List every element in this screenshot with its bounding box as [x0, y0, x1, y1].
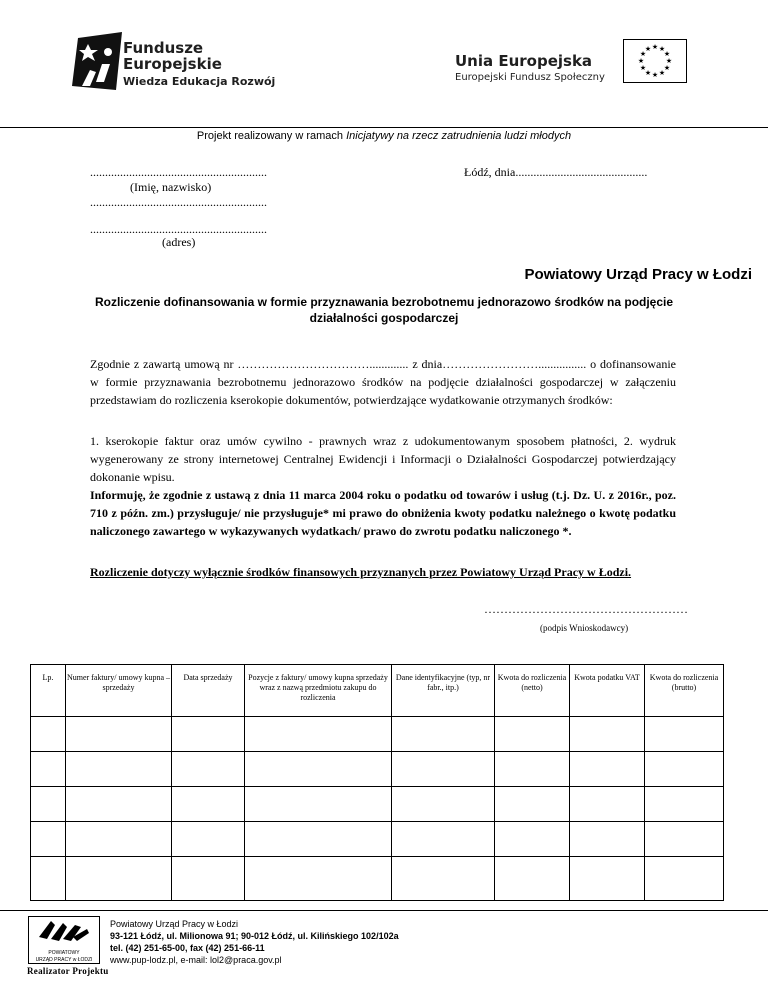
cell[interactable] — [645, 822, 724, 857]
paragraph-vat: Informuję, że zgodnie z ustawą z dnia 11 marca 2004 roku o podatku od towarów i usług (t.j. Dz. U. z 2016r., poz. 710 z późn. zm.) przysługuje/ nie przysługuje* mi prawo do obniżenia kwoty podatku należnego o kwotę podatku naliczonego zawartego w wykazywanych wydatkach/ prawo do zwrotu podatku naliczonego *. — [90, 488, 676, 538]
paragraph-attachments: 1. kserokopie faktur oraz umów cywilno - prawnych wraz z udokumentowanym sposobem płatności, 2. wydruk wygenerowany ze strony internetowej Centralnej Ewidencji i Informacji o Działalności Gospodarczej potwierdzający dokonanie wpisu. — [90, 434, 676, 484]
cell[interactable] — [495, 787, 570, 822]
footer-divider — [0, 910, 768, 911]
svg-text:★: ★ — [665, 57, 673, 65]
name-label: (Imię, nazwisko) — [130, 180, 212, 194]
cell[interactable] — [570, 822, 645, 857]
cell[interactable] — [66, 857, 172, 901]
cell[interactable] — [245, 787, 392, 822]
fe-line3: Wiedza Edukacja Rozwój — [123, 75, 276, 88]
cell[interactable] — [245, 822, 392, 857]
footer-contact — [110, 918, 399, 966]
cell[interactable] — [645, 787, 724, 822]
cell[interactable] — [172, 787, 245, 822]
cell[interactable] — [66, 752, 172, 787]
fe-line1: Fundusze — [123, 39, 204, 57]
cell[interactable] — [392, 717, 495, 752]
footer-office-name: Powiatowy Urząd Pracy w Łodzi — [110, 919, 239, 929]
cell[interactable] — [31, 822, 66, 857]
col-invoice-items: Pozycje z faktury/ umowy kupna sprzedaży wraz z nazwą przedmiotu zakupu do rozliczenia — [245, 665, 392, 717]
place-date: Łódź, dnia............................................ — [464, 165, 648, 179]
col-vat-amount: Kwota podatku VAT — [570, 665, 645, 717]
cell[interactable] — [31, 717, 66, 752]
svg-text:★: ★ — [663, 50, 671, 58]
svg-text:★: ★ — [658, 69, 666, 77]
cell[interactable] — [245, 857, 392, 901]
eu-title: Unia Europejska — [455, 52, 593, 70]
name-dots: ........................................................... — [90, 165, 267, 179]
address-label: (adres) — [162, 235, 196, 249]
table-row — [31, 857, 724, 901]
col-identification: Dane identyfikacyjne (typ, nr fabr., itp.) — [392, 665, 495, 717]
cell[interactable] — [245, 717, 392, 752]
paragraph-scope: Rozliczenie dotyczy wyłącznie środków finansowych przyznanych przez Powiatowy Urząd Pracy w Łodzi. — [90, 565, 632, 579]
col-lp: Lp. — [31, 665, 66, 717]
project-initiative: Inicjatywy na rzecz zatrudnienia ludzi młodych — [346, 130, 572, 142]
svg-text:★: ★ — [639, 64, 647, 72]
cell[interactable] — [495, 717, 570, 752]
cell[interactable] — [392, 857, 495, 901]
expenses-table — [30, 664, 724, 901]
col-invoice-number: Numer faktury/ umowy kupna – sprzedaży — [66, 665, 172, 717]
cell[interactable] — [172, 717, 245, 752]
col-sale-date: Data sprzedaży — [172, 665, 245, 717]
table-header-row — [31, 665, 724, 717]
signature-dots: …………………………………………… — [484, 602, 688, 616]
pup-logo-mark-icon — [29, 917, 99, 945]
pup-lodz-logo — [28, 916, 100, 964]
paragraph-agreement: Zgodnie z zawartą umową nr ……………………………............. z dnia……………………................ o dofinansowanie w formie przyznawania bezrobotnemu jednorazowo środków na podjęcie działalności gospodarczej w załączeniu przedstawiam do rozliczenia kserokopie dokumentów, potwierdzające wydatkowanie otrzymanych środków: — [90, 357, 676, 407]
col-gross-amount: Kwota do rozliczenia (brutto) — [645, 665, 724, 717]
cell[interactable] — [172, 822, 245, 857]
cell[interactable] — [495, 752, 570, 787]
cell[interactable] — [495, 857, 570, 901]
cell[interactable] — [245, 752, 392, 787]
extra-dots: ........................................................... — [90, 195, 267, 209]
office-title: Powiatowy Urząd Pracy w Łodzi — [524, 266, 752, 283]
cell[interactable] — [645, 752, 724, 787]
table-row — [31, 717, 724, 752]
col-net-amount: Kwota do rozliczenia (netto) — [495, 665, 570, 717]
cell[interactable] — [31, 857, 66, 901]
cell[interactable] — [66, 717, 172, 752]
cell[interactable] — [570, 787, 645, 822]
table-row — [31, 752, 724, 787]
footer-address: 93-121 Łódź, ul. Milionowa 91; 90-012 Łódź, ul. Kilińskiego 102/102a — [110, 931, 399, 941]
svg-text:★: ★ — [663, 64, 671, 72]
realizator-label: Realizator Projektu — [27, 966, 109, 976]
cell[interactable] — [172, 857, 245, 901]
cell[interactable] — [392, 822, 495, 857]
cell[interactable] — [31, 752, 66, 787]
cell[interactable] — [645, 717, 724, 752]
project-line — [0, 130, 768, 142]
svg-text:★: ★ — [637, 57, 645, 65]
fundusze-europejskie-text — [123, 40, 275, 90]
cell[interactable] — [392, 787, 495, 822]
header-divider — [0, 127, 768, 128]
cell[interactable] — [495, 822, 570, 857]
subject-title: Rozliczenie dofinansowania w formie przyznawania bezrobotnemu jednorazowo środków na podjęcie działalności gospodarczej — [94, 295, 674, 325]
cell[interactable] — [66, 822, 172, 857]
address-dots: ........................................................... — [90, 222, 267, 236]
cell[interactable] — [570, 857, 645, 901]
signature-label: (podpis Wnioskodawcy) — [540, 623, 629, 633]
table-row — [31, 787, 724, 822]
eu-logo-text — [455, 52, 605, 83]
footer-phone: tel. (42) 251-65-00, fax (42) 251-66-11 — [110, 943, 265, 953]
svg-text:★: ★ — [658, 45, 666, 53]
fe-line2: Europejskie — [123, 55, 222, 73]
fundusze-europejskie-logo — [70, 30, 130, 92]
cell[interactable] — [570, 752, 645, 787]
cell[interactable] — [172, 752, 245, 787]
cell[interactable] — [31, 787, 66, 822]
cell[interactable] — [66, 787, 172, 822]
svg-text:★: ★ — [639, 50, 647, 58]
table-row — [31, 822, 724, 857]
eu-subtitle: Europejski Fundusz Społeczny — [455, 72, 605, 83]
cell[interactable] — [392, 752, 495, 787]
project-prefix: Projekt realizowany w ramach — [196, 130, 347, 142]
svg-text:★: ★ — [651, 43, 659, 51]
cell[interactable] — [570, 717, 645, 752]
svg-text:★: ★ — [651, 71, 659, 79]
pup-logo-line2: URZĄD PRACY w ŁODZI — [35, 957, 93, 963]
eu-flag-icon — [623, 39, 687, 83]
pup-logo-line1: POWIATOWY — [48, 950, 80, 956]
cell[interactable] — [645, 857, 724, 901]
footer-web: www.pup-lodz.pl, e-mail: lol2@praca.gov.pl — [110, 955, 282, 965]
svg-text:★: ★ — [644, 45, 652, 53]
svg-text:★: ★ — [644, 69, 652, 77]
